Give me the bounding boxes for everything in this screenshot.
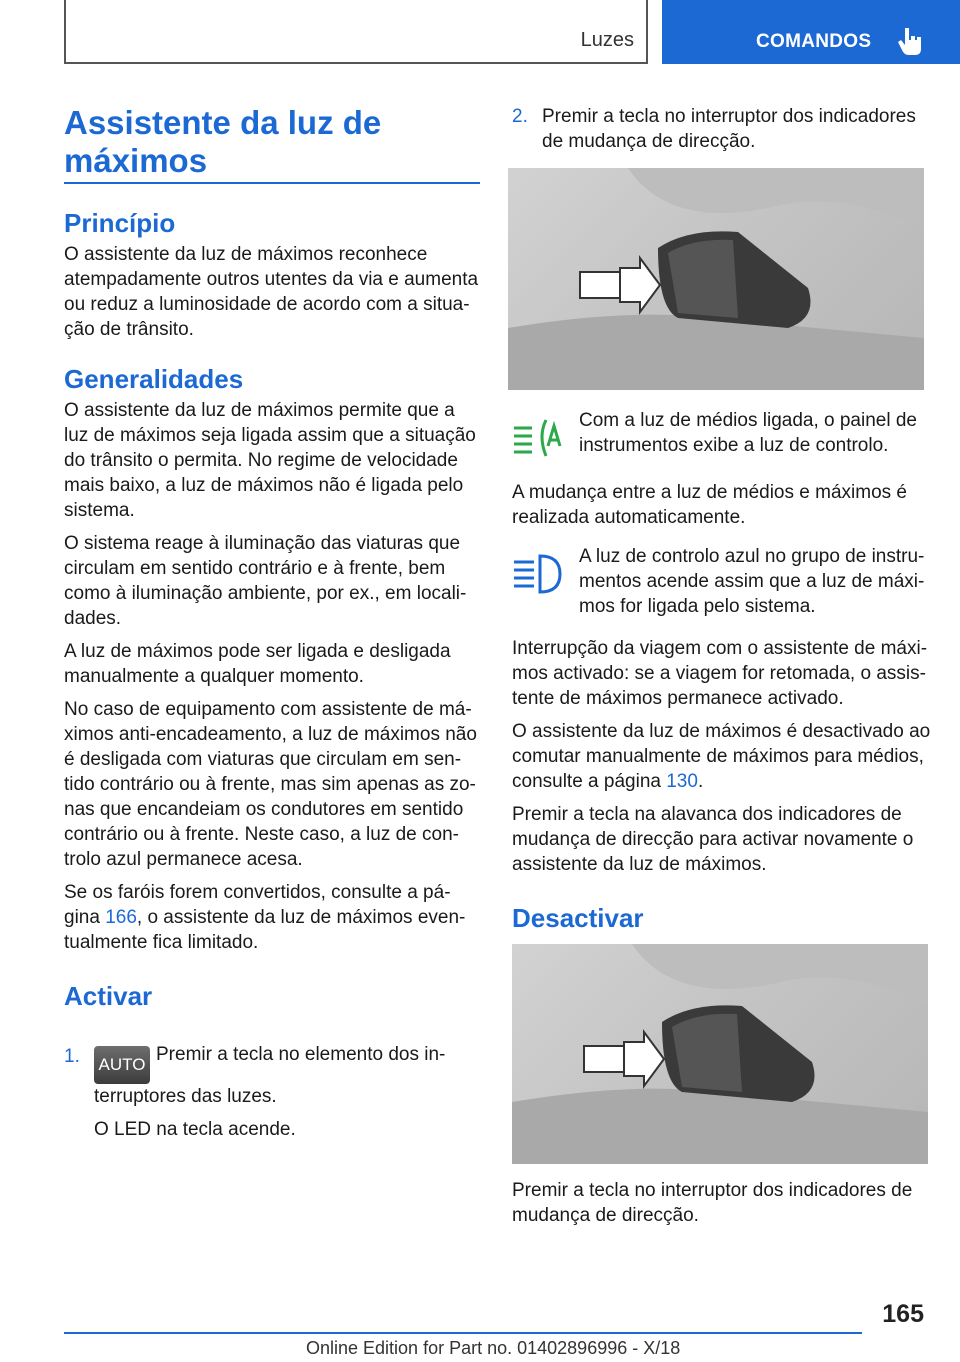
activar-step-1: [64, 1030, 484, 1142]
lever-illustration: [512, 944, 928, 1164]
step-1-number: 1.: [64, 1046, 80, 1067]
generalidades-p1: O assistente da luz de máximos permite que a luz de máximos seja ligada assim que a situação do trânsito o permita. No regime de velocidade mais baixo, a luz de máximos não é ligada pelo sistema.: [64, 400, 476, 521]
activar-step-2: [512, 104, 932, 154]
high-beam-indicator-icon: [512, 552, 562, 596]
header-section-box: [64, 0, 648, 64]
step-2-number: 2.: [512, 106, 528, 127]
auto-light-indicator-icon: [512, 416, 562, 460]
header-chapter-tab: [662, 0, 960, 64]
indicator-1-text: Com a luz de médios ligada, o painel de instrumentos exibe a luz de controlo.: [579, 410, 917, 456]
header-section-label: Luzes: [580, 29, 634, 51]
header-chapter-label: COMANDOS: [756, 31, 872, 52]
step-1-text: Premir a tecla no elemento dos in-terruptores das luzes.: [94, 1044, 446, 1107]
activar-heading: Activar: [64, 981, 153, 1011]
generalidades-heading: Generalidades: [64, 364, 244, 394]
page-title: Assistente da luz de máximos: [64, 104, 382, 179]
right-p4: Premir a tecla na alavanca dos indicadores de mudança de direcção para activar novamente o assistente da luz de máximos.: [512, 804, 914, 875]
right-p3-text-a: O assistente da luz de máximos é desactivado ao comutar manualmente de máximos para médios, consulte a página: [512, 721, 931, 792]
turn-signal-lever-photo-2: [512, 944, 928, 1164]
footer-edition: Online Edition for Part no. 01402896996 - X/18: [306, 1338, 681, 1358]
generalidades-p5-text-a: Se os faróis forem convertidos, consulte a pá-gina: [64, 882, 451, 928]
generalidades-p2: O sistema reage à iluminação das viaturas que circulam em sentido contrário e à frente, bem como à iluminação ambiente, por ex., em locali-dades.: [64, 533, 467, 629]
page-number: 165: [882, 1300, 924, 1328]
footer-rule: [64, 1332, 862, 1334]
generalidades-p5: [64, 880, 484, 955]
desactivar-caption: Premir a tecla no interruptor dos indicadores de mudança de direcção.: [512, 1180, 913, 1226]
generalidades-p4: No caso de equipamento com assistente de má-ximos anti-encadeamento, a luz de máximos não é desligada com viaturas que circulam em sen-tido contrário ou à frente, mas sim apenas as zo-nas que encandeiam os condutores em sentido contrário ou à frente. Neste caso, a luz de con-trolo azul permanece acesa.: [64, 699, 477, 870]
page-link-130[interactable]: 130: [666, 771, 698, 792]
lever-illustration: [508, 168, 924, 390]
principio-heading: Princípio: [64, 208, 176, 238]
right-p1: A mudança entre a luz de médios e máximos é realizada automaticamente.: [512, 482, 907, 528]
desactivar-heading: Desactivar: [512, 903, 644, 933]
principio-text: O assistente da luz de máximos reconhece atempadamente outros utentes da via e aumenta ou reduz a luminosidade de acordo com a situa-ção de trânsito.: [64, 244, 479, 340]
page-link-166[interactable]: 166: [105, 907, 137, 928]
right-p3: [512, 719, 932, 794]
step-2-text: Premir a tecla no interruptor dos indicadores de mudança de direcção.: [542, 106, 916, 152]
title-rule: [64, 182, 480, 184]
right-p2: Interrupção da viagem com o assistente de máxi-mos activado: se a viagem for retomada, o assis-tente de máximos permanece activado.: [512, 638, 928, 709]
generalidades-p5-text-b: , o assistente da luz de máximos even-tualmente fica limitado.: [64, 907, 466, 953]
generalidades-p3: A luz de máximos pode ser ligada e desligada manualmente a qualquer momento.: [64, 641, 451, 687]
right-p3-text-b: .: [697, 771, 704, 792]
indicator-2-text: A luz de controlo azul no grupo de instru-mentos acende assim que a luz de máxi-mos for ligada pelo sistema.: [579, 546, 925, 617]
turn-signal-lever-photo-1: [508, 168, 924, 390]
pointing-hand-icon: [898, 26, 924, 56]
step-1-note: O LED na tecla acende.: [94, 1119, 296, 1140]
auto-button-icon: AUTO: [94, 1046, 150, 1084]
